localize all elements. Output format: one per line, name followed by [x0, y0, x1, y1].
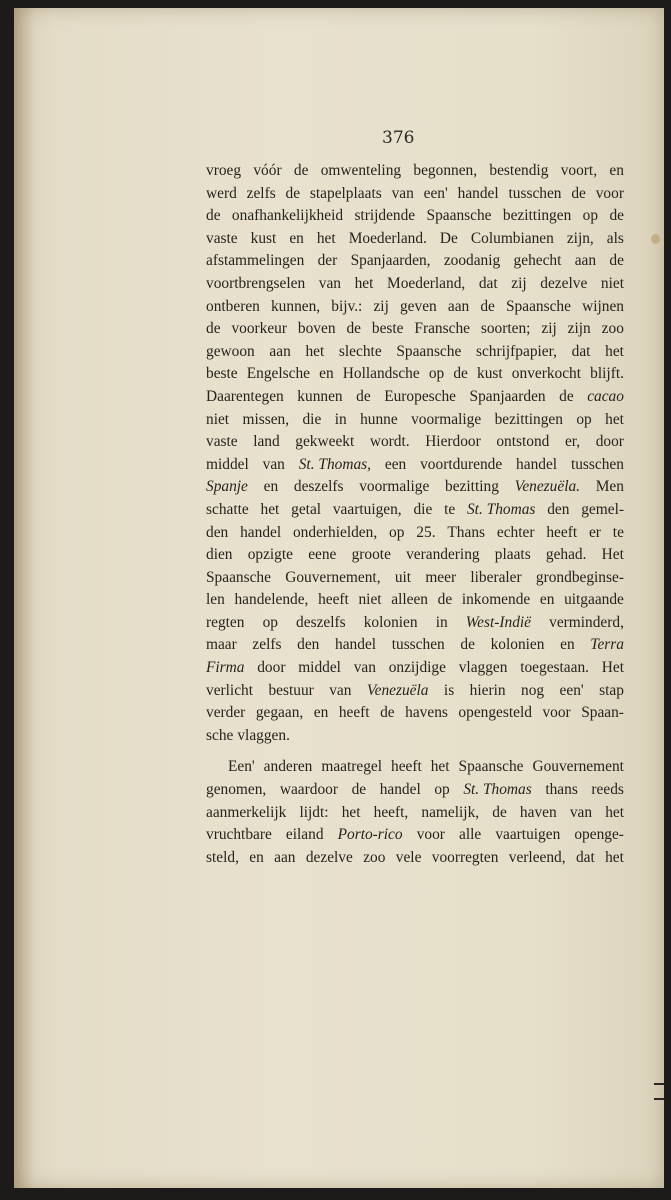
- word: handelende,: [234, 591, 309, 609]
- word: toegestaan.: [520, 659, 590, 677]
- word: van: [391, 184, 414, 202]
- word: voormalige: [359, 478, 430, 496]
- word: heeft: [318, 591, 349, 609]
- word: de: [460, 636, 475, 654]
- word: geven: [399, 297, 437, 315]
- word: kolonien: [490, 636, 545, 654]
- word: dien: [206, 546, 233, 564]
- word: het: [605, 803, 624, 821]
- word: getal: [291, 500, 322, 518]
- word: werd: [206, 184, 237, 202]
- word: Firma: [206, 659, 245, 677]
- text-line: [206, 160, 624, 183]
- word: Spaansche: [396, 342, 462, 360]
- word: vruchtbare: [206, 826, 272, 844]
- word: bestendig: [489, 162, 549, 179]
- word: eene: [308, 546, 337, 564]
- word: verandering: [406, 546, 480, 564]
- text-line: [206, 273, 624, 296]
- word: en: [560, 636, 575, 654]
- word: het: [605, 848, 624, 866]
- word: op: [582, 207, 599, 225]
- word: op: [428, 365, 445, 383]
- word: vóór: [253, 162, 282, 179]
- word: onafhankelijkheid: [231, 207, 344, 225]
- word: alleen: [391, 591, 428, 609]
- word: soorten;: [480, 320, 531, 338]
- word: opengesteld: [458, 704, 532, 722]
- word: inkomende: [461, 591, 531, 609]
- word: zelfs: [246, 184, 276, 202]
- word: ontberen: [206, 297, 260, 315]
- word: het: [316, 229, 336, 247]
- word: 25.: [416, 523, 436, 541]
- word: het: [354, 274, 374, 292]
- word: middel: [206, 455, 249, 473]
- word: handel: [379, 781, 421, 799]
- word: heeft: [338, 704, 370, 722]
- text-line: [206, 296, 624, 319]
- word: der: [317, 252, 338, 270]
- word: gewoon: [206, 342, 255, 360]
- word: tusschen: [570, 455, 624, 473]
- word: te: [444, 500, 456, 518]
- word: haven: [519, 803, 557, 821]
- word: vlaggen: [458, 659, 508, 677]
- word: groote: [351, 546, 391, 564]
- word: het: [341, 803, 361, 821]
- word: strijdende: [354, 207, 416, 225]
- word: op: [434, 781, 450, 799]
- word: stapelplaats: [309, 184, 382, 202]
- word: kolonien: [363, 613, 418, 631]
- word: het: [430, 758, 450, 776]
- word: Engelsche: [246, 365, 310, 383]
- word: reeds: [591, 781, 624, 799]
- page-edge-mark: [654, 1098, 664, 1100]
- word: tusschen: [391, 636, 445, 654]
- word: havens: [405, 704, 448, 722]
- text-line: [206, 756, 624, 779]
- word: de: [609, 252, 624, 270]
- word: slechte: [338, 342, 382, 360]
- word: West-Indië: [465, 613, 532, 631]
- word: Fransche: [414, 320, 470, 338]
- text-line: [206, 431, 624, 454]
- word: verminderd,: [549, 613, 624, 631]
- word: de: [356, 387, 371, 405]
- word: blijft.: [590, 365, 624, 383]
- word: zoo: [363, 848, 386, 866]
- text-line: [206, 725, 624, 748]
- text-line: [206, 779, 624, 802]
- word: in: [435, 613, 448, 631]
- word: Hierdoor: [425, 433, 481, 451]
- text-line: [206, 567, 624, 590]
- word: afstammelingen: [206, 252, 305, 270]
- word: Het: [601, 659, 624, 677]
- word: de: [293, 162, 309, 179]
- text-line: [206, 183, 624, 206]
- word: als: [606, 229, 624, 247]
- word: de: [571, 184, 586, 202]
- word: de: [559, 387, 574, 405]
- word: hierin: [469, 681, 506, 699]
- word: het: [605, 342, 624, 360]
- word: en: [539, 591, 555, 609]
- word: de: [453, 365, 468, 383]
- word: onverkocht: [511, 365, 582, 383]
- text-line: [206, 205, 624, 228]
- word: op: [389, 523, 405, 541]
- word: zij: [373, 297, 389, 315]
- word: gegaan,: [255, 704, 304, 722]
- word: de: [346, 320, 361, 338]
- word: en: [319, 365, 334, 383]
- word: St. Thomas: [463, 781, 532, 799]
- word: voort,: [560, 162, 598, 179]
- word: voorregten: [431, 848, 499, 866]
- word: Gouvernement,: [285, 568, 381, 586]
- word: voortdurende: [420, 455, 503, 473]
- word: nog: [521, 681, 545, 699]
- word: een': [423, 184, 448, 202]
- word: maatregel: [321, 758, 383, 776]
- word: zoo: [601, 320, 624, 338]
- text-line: [206, 589, 624, 612]
- word: verlicht: [206, 681, 254, 699]
- word: Moederland,: [387, 274, 466, 292]
- word: niet: [358, 591, 382, 609]
- word: zijn: [567, 320, 591, 338]
- word: voor: [542, 704, 571, 722]
- word: genomen,: [206, 781, 267, 799]
- text-line: [206, 341, 624, 364]
- word: plaats: [494, 546, 531, 564]
- text-line: [206, 454, 624, 477]
- word: land: [253, 433, 280, 451]
- word: gekweekt: [295, 433, 355, 451]
- word: zelfs: [252, 636, 282, 654]
- text-line: [206, 228, 624, 251]
- text-line: [206, 544, 624, 567]
- word: den: [206, 523, 229, 541]
- word: Spaansche: [426, 207, 492, 225]
- word: opzigte: [247, 546, 293, 564]
- word: gehad.: [545, 546, 587, 564]
- word: de: [351, 781, 367, 799]
- word: aan: [269, 342, 291, 360]
- word: len: [206, 591, 225, 609]
- word: er: [588, 523, 601, 541]
- word: Thans: [447, 523, 486, 541]
- word: voortbrengselen: [206, 274, 306, 292]
- text-line: [206, 702, 624, 725]
- word: onzijdige: [388, 659, 446, 677]
- word: Venezuëla.: [514, 478, 581, 496]
- word: openge-: [574, 826, 624, 844]
- word: de: [480, 297, 495, 315]
- word: vele: [395, 848, 422, 866]
- paper-stain: [651, 234, 660, 244]
- word: boven: [297, 320, 336, 338]
- text-line: [206, 476, 624, 499]
- word: alle: [459, 826, 482, 844]
- word: handel: [457, 184, 499, 202]
- word: en: [313, 704, 329, 722]
- word: anderen: [263, 758, 313, 776]
- word: vaste: [206, 433, 238, 451]
- word: die: [413, 500, 433, 518]
- word: thans: [545, 781, 578, 799]
- word: gehecht: [513, 252, 562, 270]
- text-line: [206, 250, 624, 273]
- word: aan: [574, 252, 597, 270]
- word: onderhielden,: [292, 523, 378, 541]
- text-line: [206, 409, 624, 432]
- word: de: [437, 591, 453, 609]
- word: Spaansche: [506, 297, 571, 315]
- word: wordt.: [369, 433, 410, 451]
- word: voor: [416, 826, 445, 844]
- word: grondbeginse-: [535, 568, 624, 586]
- word: bezitting: [445, 478, 499, 496]
- word: steld,: [206, 848, 239, 866]
- word: kust: [477, 365, 503, 383]
- word: het: [260, 500, 280, 518]
- word: maar: [206, 636, 237, 654]
- word: zijn,: [566, 229, 594, 247]
- word: St. Thomas: [466, 500, 536, 518]
- word: cacao: [587, 387, 624, 405]
- text-line: [206, 680, 624, 703]
- word: Europesche: [384, 387, 456, 405]
- word: gemel-: [581, 500, 624, 518]
- word: vlaggen.: [237, 726, 290, 744]
- word: er,: [564, 433, 581, 451]
- text-line: [206, 802, 624, 825]
- word: Men: [595, 478, 624, 496]
- word: Daarentegen: [206, 387, 284, 405]
- word: Porto-rico: [337, 826, 403, 844]
- word: Gouvernement: [532, 758, 624, 776]
- text-line: [206, 363, 624, 386]
- word: stap: [599, 681, 624, 699]
- word: echter: [496, 523, 535, 541]
- word: dat: [478, 274, 498, 292]
- word: bezittingen: [502, 207, 572, 225]
- word: wijnen: [582, 297, 624, 315]
- word: kunnen: [297, 387, 343, 405]
- word: is: [443, 681, 455, 699]
- word: en: [249, 848, 264, 866]
- word: Terra: [590, 636, 624, 654]
- word: Spaansche: [458, 758, 524, 776]
- word: het: [605, 410, 624, 428]
- word: dat: [571, 342, 591, 360]
- word: lijdt:: [299, 803, 329, 821]
- word: voorkeur: [231, 320, 287, 338]
- word: zoodanig: [443, 252, 501, 270]
- word: voormalige: [411, 410, 482, 428]
- word: schrijfpapier,: [475, 342, 557, 360]
- text-line: [206, 386, 624, 409]
- word: aanmerkelijk: [206, 803, 287, 821]
- word: Een': [228, 758, 255, 776]
- text-line: [206, 634, 624, 657]
- word: schatte: [206, 500, 249, 518]
- word: verleend,: [508, 848, 566, 866]
- word: Hollandsche: [342, 365, 420, 383]
- word: den: [547, 500, 570, 518]
- word: kunnen,: [270, 297, 321, 315]
- word: hunne: [360, 410, 398, 428]
- word: sche: [206, 726, 234, 744]
- word: van: [262, 455, 285, 473]
- text-line: [206, 499, 624, 522]
- word: deszelfs: [296, 613, 346, 631]
- word: vaste: [206, 229, 238, 247]
- word: heeft,: [373, 803, 409, 821]
- word: verder: [206, 704, 246, 722]
- word: Spanjaarden,: [350, 252, 431, 270]
- word: en: [263, 478, 279, 496]
- word: namelijk,: [421, 803, 480, 821]
- word: die: [302, 410, 322, 428]
- word: Spanjaarden: [469, 387, 546, 405]
- word: op: [576, 410, 592, 428]
- word: beste: [371, 320, 404, 338]
- word: eiland: [285, 826, 324, 844]
- word: vroeg: [206, 162, 242, 179]
- word: te: [612, 523, 624, 541]
- word: van: [569, 803, 593, 821]
- word: Spanje: [206, 478, 248, 496]
- word: bijv.:: [331, 297, 363, 315]
- word: het: [305, 342, 325, 360]
- word: De: [439, 229, 458, 247]
- word: niet: [206, 410, 230, 428]
- word: een': [559, 681, 584, 699]
- page-number: 376: [382, 128, 415, 148]
- text-line: [206, 657, 624, 680]
- word: van: [329, 681, 352, 699]
- word: heeft: [391, 758, 422, 776]
- word: vaartuigen,: [332, 500, 402, 518]
- word: ontstond: [496, 433, 550, 451]
- word: missen,: [242, 410, 290, 428]
- word: waardoor: [279, 781, 338, 799]
- word: bezittingen: [494, 410, 563, 428]
- text-line: [206, 824, 624, 847]
- word: een: [384, 455, 407, 473]
- word: handel: [240, 523, 282, 541]
- word: St. Thomas,: [298, 455, 371, 473]
- word: de: [380, 704, 395, 722]
- word: uit: [394, 568, 412, 586]
- word: dezelve: [305, 848, 353, 866]
- text-line: [206, 847, 624, 870]
- word: beste: [206, 365, 238, 383]
- word: dat: [575, 848, 595, 866]
- word: door: [257, 659, 286, 677]
- word: den: [297, 636, 320, 654]
- word: vaartuigen: [495, 826, 561, 844]
- word: Columbianen: [470, 229, 554, 247]
- word: tusschen: [508, 184, 562, 202]
- word: middel: [298, 659, 341, 677]
- text-line: [206, 522, 624, 545]
- word: de: [206, 207, 221, 225]
- text-line: [206, 612, 624, 635]
- word: deszelfs: [293, 478, 344, 496]
- word: voor: [595, 184, 624, 202]
- word: Moederland.: [348, 229, 427, 247]
- word: zij: [541, 320, 557, 338]
- word: aan: [447, 297, 470, 315]
- paragraph-gap: [206, 747, 624, 756]
- word: dezelve: [540, 274, 588, 292]
- page-edge-mark: [654, 1083, 664, 1085]
- word: begonnen,: [413, 162, 478, 179]
- word: heeft: [546, 523, 578, 541]
- body-text: [206, 160, 624, 869]
- word: handel: [516, 455, 558, 473]
- word: uitgaande: [564, 591, 624, 609]
- word: de: [492, 803, 507, 821]
- word: handel: [335, 636, 377, 654]
- word: en: [289, 229, 304, 247]
- word: zij: [511, 274, 527, 292]
- word: aan: [274, 848, 296, 866]
- word: de: [285, 184, 301, 202]
- word: in: [334, 410, 347, 428]
- word: de: [609, 207, 624, 225]
- word: kust: [250, 229, 277, 247]
- word: van: [353, 659, 376, 677]
- word: regten: [206, 613, 245, 631]
- word: van: [318, 274, 341, 292]
- word: door: [595, 433, 624, 451]
- word: Spaansche: [206, 568, 271, 586]
- word: niet: [600, 274, 624, 292]
- word: de: [206, 320, 221, 338]
- word: op: [262, 613, 278, 631]
- word: Spaan-: [581, 704, 624, 722]
- word: meer: [425, 568, 457, 586]
- word: liberaler: [470, 568, 522, 586]
- word: Venezuëla: [366, 681, 429, 699]
- word: omwenteling: [320, 162, 402, 179]
- word: Het: [601, 546, 624, 564]
- text-line: [206, 318, 624, 341]
- word: bestuur: [268, 681, 314, 699]
- word: en: [609, 162, 624, 179]
